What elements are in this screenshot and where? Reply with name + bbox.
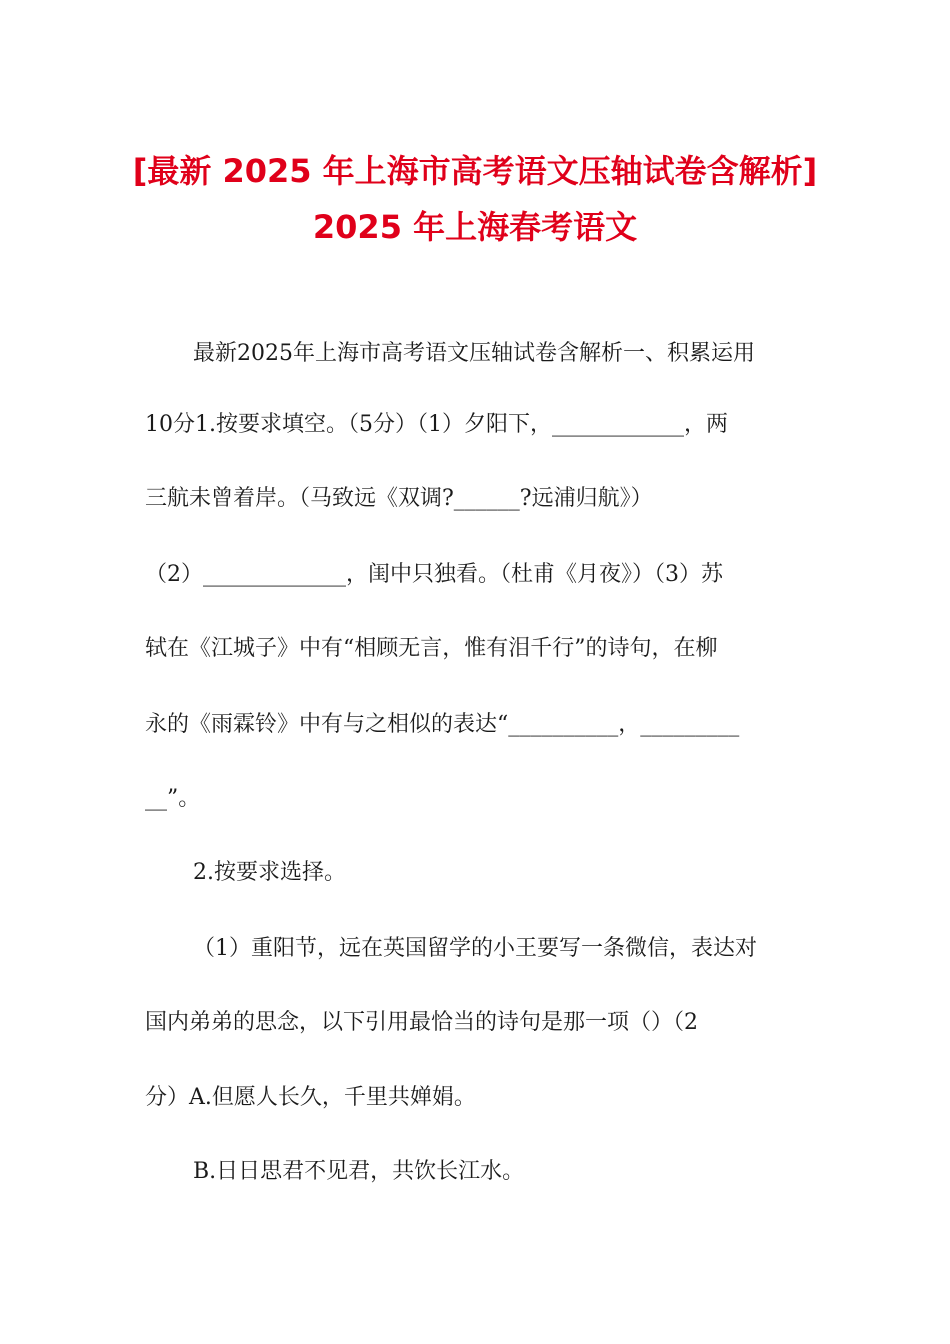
body-line-1: 最新2025年上海市高考语文压轴试卷含解析一、积累运用 bbox=[193, 341, 755, 366]
body-line-5: 轼在《江城子》中有“相顾无言，惟有泪千行”的诗句，在柳 bbox=[145, 636, 718, 661]
body-line-3: 三航未曾着岸。（马致远《双调?______?远浦归航》） bbox=[145, 486, 653, 511]
body-line-6: 永的《雨霖铃》中有与之相似的表达“__________，_________ bbox=[145, 712, 740, 737]
body-line-8: 2.按要求选择。 bbox=[193, 860, 346, 885]
body-line-9: （1）重阳节，远在英国留学的小王要写一条微信，表达对 bbox=[193, 936, 757, 961]
body-line-10: 国内弟弟的思念，以下引用最恰当的诗句是那一项（）（2 bbox=[145, 1010, 698, 1035]
body-line-2: 10分1.按要求填空。（5分）（1）夕阳下，____________，两 bbox=[145, 412, 728, 437]
body-line-7: __”。 bbox=[145, 786, 201, 811]
body-line-11: 分）A.但愿人长久，千里共婵娟。 bbox=[145, 1085, 476, 1110]
document-title: [最新 2025 年上海市高考语文压轴试卷含解析] 2025 年上海春考语文 bbox=[132, 152, 818, 246]
body-line-4: （2）_____________，闺中只独看。（杜甫《月夜》）（3）苏 bbox=[145, 562, 723, 587]
body-line-12: B.日日思君不见君，共饮长江水。 bbox=[193, 1159, 525, 1184]
